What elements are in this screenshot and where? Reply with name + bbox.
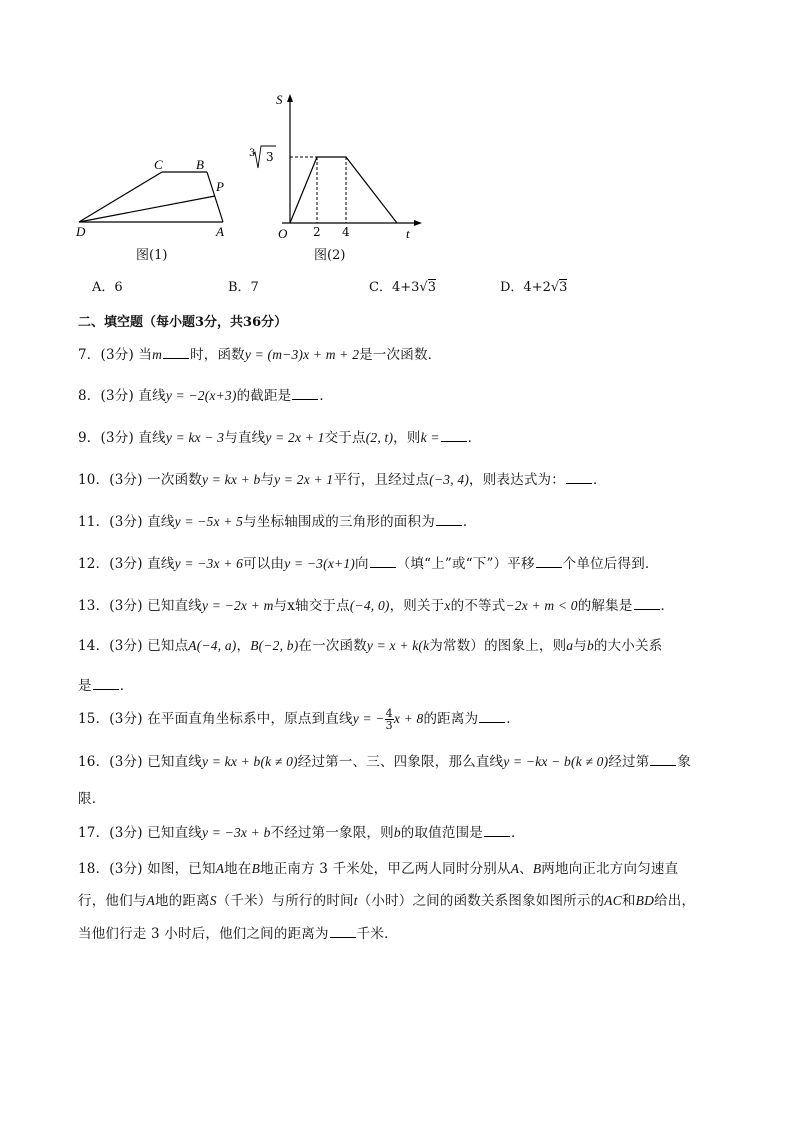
vertex-D-label: D [76,224,86,239]
question-12: 12．(3分) 直线y = −3x + 6可以由y = −3(x+1)向 （填“上”或“下”）平移 个单位后得到． [78,553,728,574]
answer-blank[interactable] [650,751,676,766]
choice-C-radicand: 3 [427,280,436,295]
x-axis-label: t [406,226,410,241]
y-axis-label: S [276,92,283,107]
vertex-A-label: A [216,224,224,239]
question-11: 11．(3分) 直线y = −5x + 5与坐标轴围成的三角形的面积为 ． [78,511,728,532]
answer-blank[interactable] [441,427,467,442]
answer-blank[interactable] [370,553,396,568]
question-18-line3: 当他们行走 3 小时后，他们之间的距离为 千米． [78,923,728,944]
choice-B[interactable]: B．7 [228,280,259,295]
question-16: 16．(3分) 已知直线y = kx + b(k ≠ 0)经过第一、三、四象限，那么直线y = −kx − b(k ≠ 0)经过第 象 [78,751,728,772]
figure-2-graph [240,88,425,246]
answer-blank[interactable] [436,511,462,526]
graph-line [290,157,397,223]
origin-label: O [278,226,288,241]
question-14: 14．(3分) 已知点A(−4, a)，B(−2, b)在一次函数y = x + k(k为常数）的图象上，则a与b的大小关系 [78,638,663,654]
x-axis-arrow [414,220,422,226]
y-tick-radical-index: 3 [249,148,256,159]
answer-blank[interactable] [479,708,505,723]
figure-1-caption: 图(1) [136,248,168,263]
question-18-line2: 行，他们与A地的距离S（千米）与所行的时间t（小时）之间的函数关系图象如图所示的AC和BD给出， [78,893,696,909]
answer-blank[interactable] [93,675,119,690]
y-axis-arrow [287,94,293,102]
answer-blank[interactable] [330,923,356,938]
figure-2-caption: 图(2) [314,248,346,263]
question-13: 13．(3分) 已知直线y = −2x + m与x轴交于点(−4, 0)，则关于x的不等式−2x + m < 0的解集是 ． [78,595,728,616]
fraction: $\frac{4}{3}$ [385,707,393,732]
vertex-P-label: P [216,179,224,194]
choice-A[interactable]: A．6 [92,280,123,295]
question-7: 7．(3分) 当m 时，函数y = (m−3)x + m + 2是一次函数． [78,344,728,365]
sqrt-symbol: √ [419,280,428,295]
question-9: 9．(3分) 直线y = kx − 3与直线y = 2x + 1交于点(2, t)，则k = ． [78,427,728,448]
answer-blank[interactable] [163,344,189,359]
choice-C-prefix: C．4+3 [369,280,420,295]
choice-D-prefix: D．4+2 [500,280,551,295]
question-17: 17．(3分) 已知直线y = −3x + b不经过第一象限，则b的取值范围是 ． [78,822,728,843]
question-8: 8．(3分) 直线y = −2(x+3)的截距是 ． [78,385,728,406]
x-tick-4: 4 [342,225,350,239]
x-tick-2: 2 [313,225,321,239]
question-14-line2: 是 ． [78,675,728,696]
choice-C[interactable] [369,276,436,295]
section-title: 二、填空题（每小题3分，共36分） [78,315,288,330]
figure-1-trapezoid [70,150,240,245]
vertex-C-label: C [154,157,163,172]
answer-blank[interactable] [484,822,510,837]
question-10: 10．(3分) 一次函数y = kx + b与y = 2x + 1平行，且经过点(−3, 4)，则表达式为： ． [78,469,728,490]
choice-D-radicand: 3 [559,280,568,295]
vertex-B-label: B [196,157,204,172]
segment-DP [79,196,215,222]
question-15: 15．(3分) 在平面直角坐标系中，原点到直线y = − $\frac{4}{3}$ x + 8的距离为 ． [78,707,520,732]
question-16-line2: 限． [78,791,106,807]
choice-D[interactable] [500,276,567,295]
answer-blank[interactable] [292,385,318,400]
answer-blank[interactable] [634,595,660,610]
y-tick-radicand: 3 [266,150,274,164]
answer-blank[interactable] [566,469,592,484]
answer-blank[interactable] [536,553,562,568]
question-18-line1: 18．(3分) 如图，已知A地在B地正南方 3 千米处，甲乙两人同时分别从A、B两地向正北方向匀速直 [78,861,679,877]
sqrt-symbol: √ [550,280,560,295]
